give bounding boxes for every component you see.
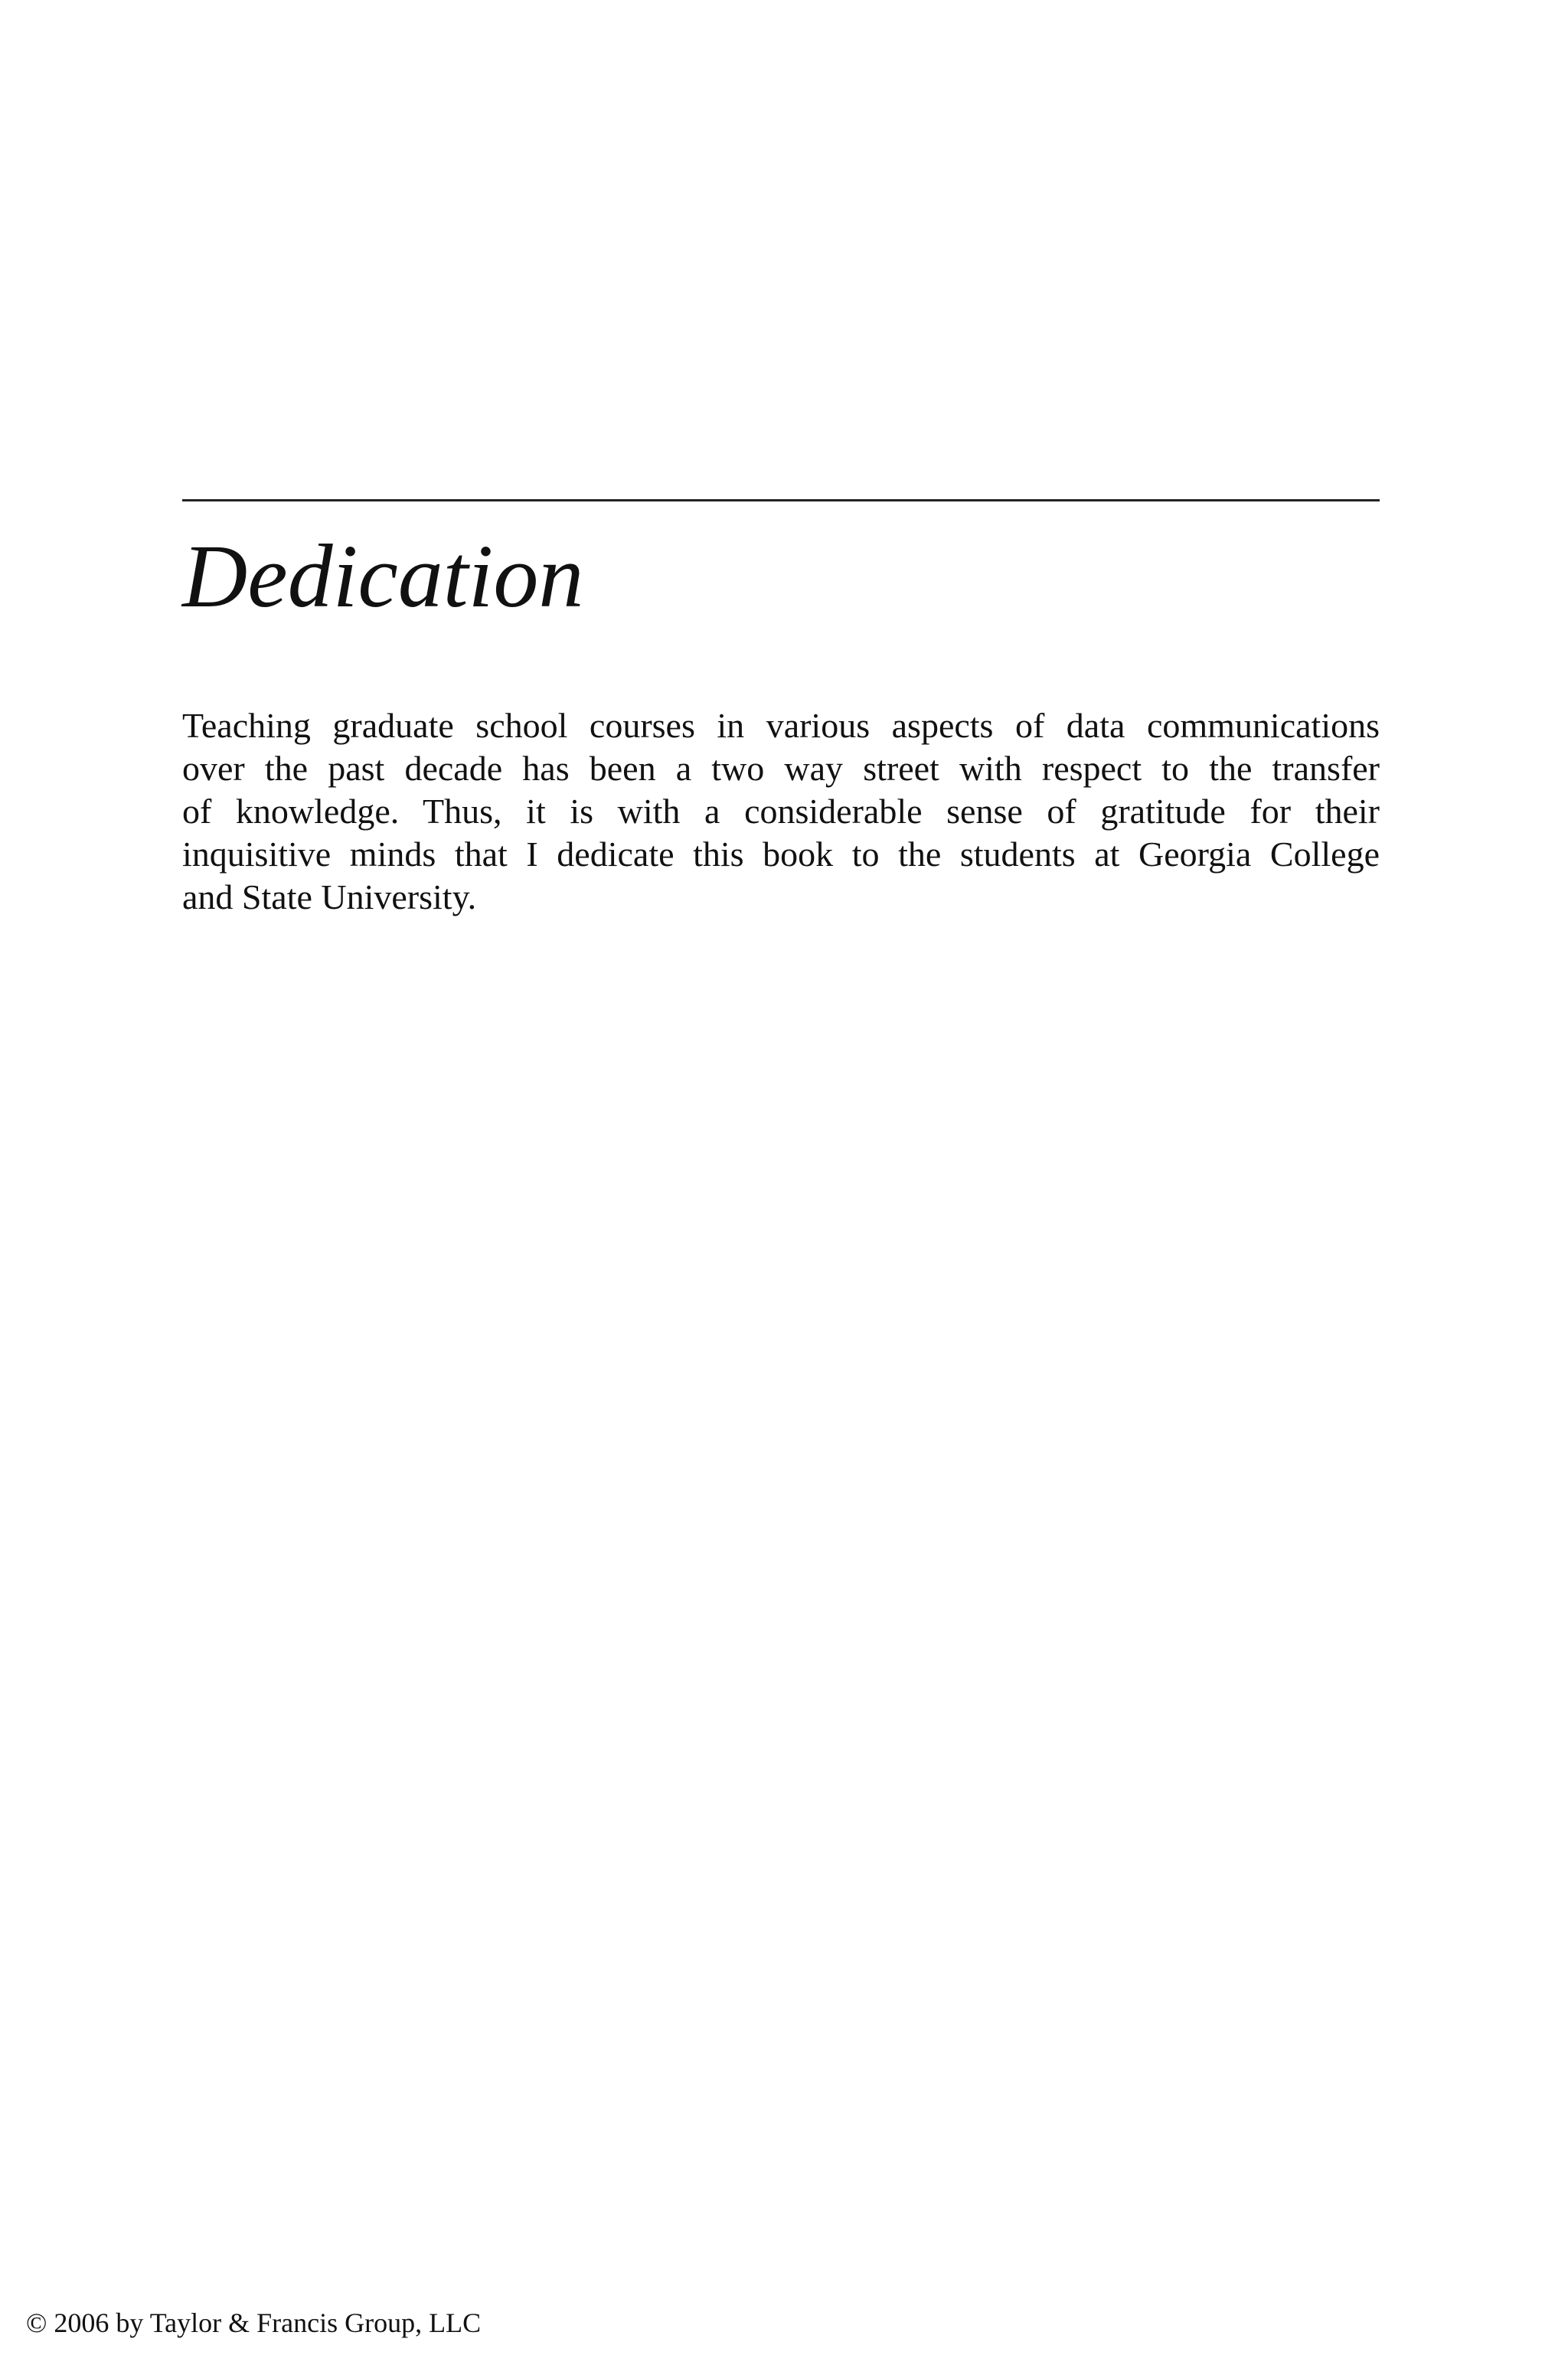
copyright-footer: © 2006 by Taylor & Francis Group, LLC xyxy=(26,2308,482,2338)
paragraph-line: Teaching graduate school courses in various aspects of data communications xyxy=(182,706,1380,745)
page-title: Dedication xyxy=(182,526,584,626)
dedication-paragraph xyxy=(182,704,1380,919)
paragraph-line: and State University. xyxy=(182,877,477,916)
paragraph-line: over the past decade has been a two way street with respect to the transfer xyxy=(182,749,1380,788)
title-rule xyxy=(182,499,1380,501)
paragraph-line: of knowledge. Thus, it is with a considerable sense of gratitude for their xyxy=(182,792,1380,831)
paragraph-line: inquisitive minds that I dedicate this book to the students at Georgia College xyxy=(182,835,1380,874)
